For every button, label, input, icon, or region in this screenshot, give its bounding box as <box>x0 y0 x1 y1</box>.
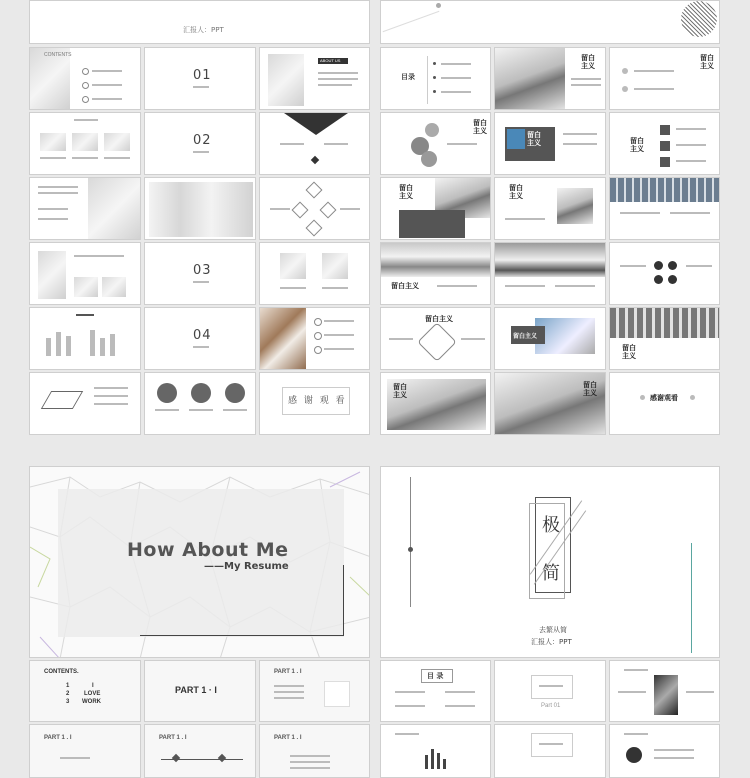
thumb-dark-panel[interactable] <box>494 112 606 175</box>
part-label: Part 01 <box>541 703 561 709</box>
thumb-part-01[interactable] <box>144 47 256 110</box>
contents-item: LOVE <box>84 691 101 697</box>
cover-frame <box>58 489 344 637</box>
resume-subtitle: ——My Resume <box>204 561 289 572</box>
minimal-photo-slide[interactable] <box>609 660 720 722</box>
minimal-part-slide[interactable] <box>494 660 606 722</box>
part-title: PART 1 · I <box>175 685 217 695</box>
thumb-process[interactable] <box>144 372 256 435</box>
minimal-toc-slide[interactable] <box>380 660 491 722</box>
part-small-title: PART 1 . I <box>159 735 187 741</box>
thumb-toc[interactable] <box>380 47 491 110</box>
resume-title: How About Me <box>127 539 289 561</box>
thumb-dot-grid[interactable] <box>609 242 720 305</box>
contents-number: 3 <box>66 699 70 705</box>
liubai-label: 留白 主义 <box>622 344 636 360</box>
reporter-label: 汇报人：PPT <box>183 26 224 34</box>
liubai-inline: 留白主义 <box>391 282 419 290</box>
thumb-contents[interactable] <box>29 47 141 110</box>
contents-item: WORK <box>82 699 101 705</box>
liubai-inline: 留白主义 <box>513 333 538 340</box>
part-number: 03 <box>193 263 212 278</box>
resume-detail-slide-1[interactable] <box>29 724 141 778</box>
liubai-label: 留白 主义 <box>509 184 523 200</box>
thumb-desk-photo[interactable] <box>29 177 141 240</box>
part-number: 01 <box>193 68 212 83</box>
thumb-dark-squares[interactable] <box>609 112 720 175</box>
about-label: ABOUT US <box>320 58 341 63</box>
part-number: 04 <box>193 328 212 343</box>
thumb-coffee[interactable] <box>259 307 370 370</box>
thumb-frame[interactable] <box>29 372 141 435</box>
thumb-part-03[interactable] <box>144 242 256 305</box>
thumb-stripes[interactable] <box>609 177 720 240</box>
thumb-gray-block[interactable] <box>380 177 491 240</box>
resume-contents-slide[interactable] <box>29 660 141 722</box>
part-small-title: PART 1 . I <box>274 669 302 675</box>
liubai-label: 留白 主义 <box>393 383 407 399</box>
thumb-dark-title[interactable] <box>494 307 606 370</box>
resume-part1-slide[interactable] <box>144 660 256 722</box>
liubai-label: 留白 主义 <box>399 184 413 200</box>
contents-label: CONTENTS <box>44 52 72 58</box>
minimal-cover-slide[interactable] <box>380 466 720 658</box>
thumb-triangle[interactable] <box>259 112 370 175</box>
resume-detail-slide-2[interactable] <box>144 724 256 778</box>
minimal-team-slide[interactable] <box>609 724 720 778</box>
thumb-mountain-title[interactable] <box>494 47 606 110</box>
thumb-panorama-2[interactable] <box>494 242 606 305</box>
thumb-part-04[interactable] <box>144 307 256 370</box>
thumb-mountain-wide[interactable] <box>494 372 606 435</box>
thanks-text: 感 谢 观 看 <box>288 396 347 406</box>
liubai-label: 留白 主义 <box>700 54 714 70</box>
minimal-reporter: 汇报人：PPT <box>531 638 572 646</box>
left-cover-slide[interactable] <box>29 0 370 44</box>
thumb-part-02[interactable] <box>144 112 256 175</box>
thumb-hexagon[interactable] <box>380 307 491 370</box>
liubai-label: 留白 主义 <box>630 137 644 153</box>
thumb-mountain-window[interactable] <box>494 177 606 240</box>
contents-number: 2 <box>66 691 70 697</box>
thumb-thanks[interactable] <box>259 372 370 435</box>
minimal-box-slide[interactable] <box>494 724 606 778</box>
title-char-1: 极 <box>542 515 560 536</box>
thumb-circles-text[interactable] <box>609 47 720 110</box>
thumb-circle-photos[interactable] <box>380 112 491 175</box>
thumb-thanks-right[interactable] <box>609 372 720 435</box>
thumb-two-photos[interactable] <box>259 242 370 305</box>
right-cover-slide[interactable] <box>380 0 720 44</box>
resume-cover-slide[interactable] <box>29 466 370 658</box>
resume-detail-slide-3[interactable] <box>259 724 370 778</box>
minimal-subtitle: 去繁从简 <box>539 626 567 634</box>
thumb-diamonds[interactable] <box>259 177 370 240</box>
thanks-text: 感谢观看 <box>650 394 678 402</box>
thumb-stripes-2[interactable] <box>609 307 720 370</box>
part-number: 02 <box>193 133 212 148</box>
liubai-label: 留白 主义 <box>583 381 597 397</box>
thumb-mountain-box[interactable] <box>380 372 491 435</box>
thumb-desk-items[interactable] <box>29 242 141 305</box>
liubai-label: 留白 主义 <box>527 131 541 147</box>
thumb-bar-chart[interactable] <box>29 307 141 370</box>
thumb-panorama[interactable] <box>380 242 491 305</box>
part-small-title: PART 1 . I <box>274 735 302 741</box>
title-char-2: 简 <box>542 563 560 584</box>
toc-label: 目录 <box>401 73 415 81</box>
resume-info-slide[interactable] <box>259 660 370 722</box>
liubai-label: 留白 主义 <box>473 119 487 135</box>
minimal-chart-slide[interactable] <box>380 724 491 778</box>
thumb-about-us[interactable] <box>259 47 370 110</box>
liubai-inline: 留白主义 <box>425 315 453 323</box>
thumb-objects[interactable] <box>144 177 256 240</box>
thumb-grid-images[interactable] <box>29 112 141 175</box>
contents-item: I <box>92 683 94 689</box>
contents-title: CONTENTS. <box>44 669 79 675</box>
part-small-title: PART 1 . I <box>44 735 72 741</box>
contents-number: 1 <box>66 683 70 689</box>
toc-title: 目 录 <box>427 672 444 680</box>
liubai-label: 留白 主义 <box>581 54 595 70</box>
